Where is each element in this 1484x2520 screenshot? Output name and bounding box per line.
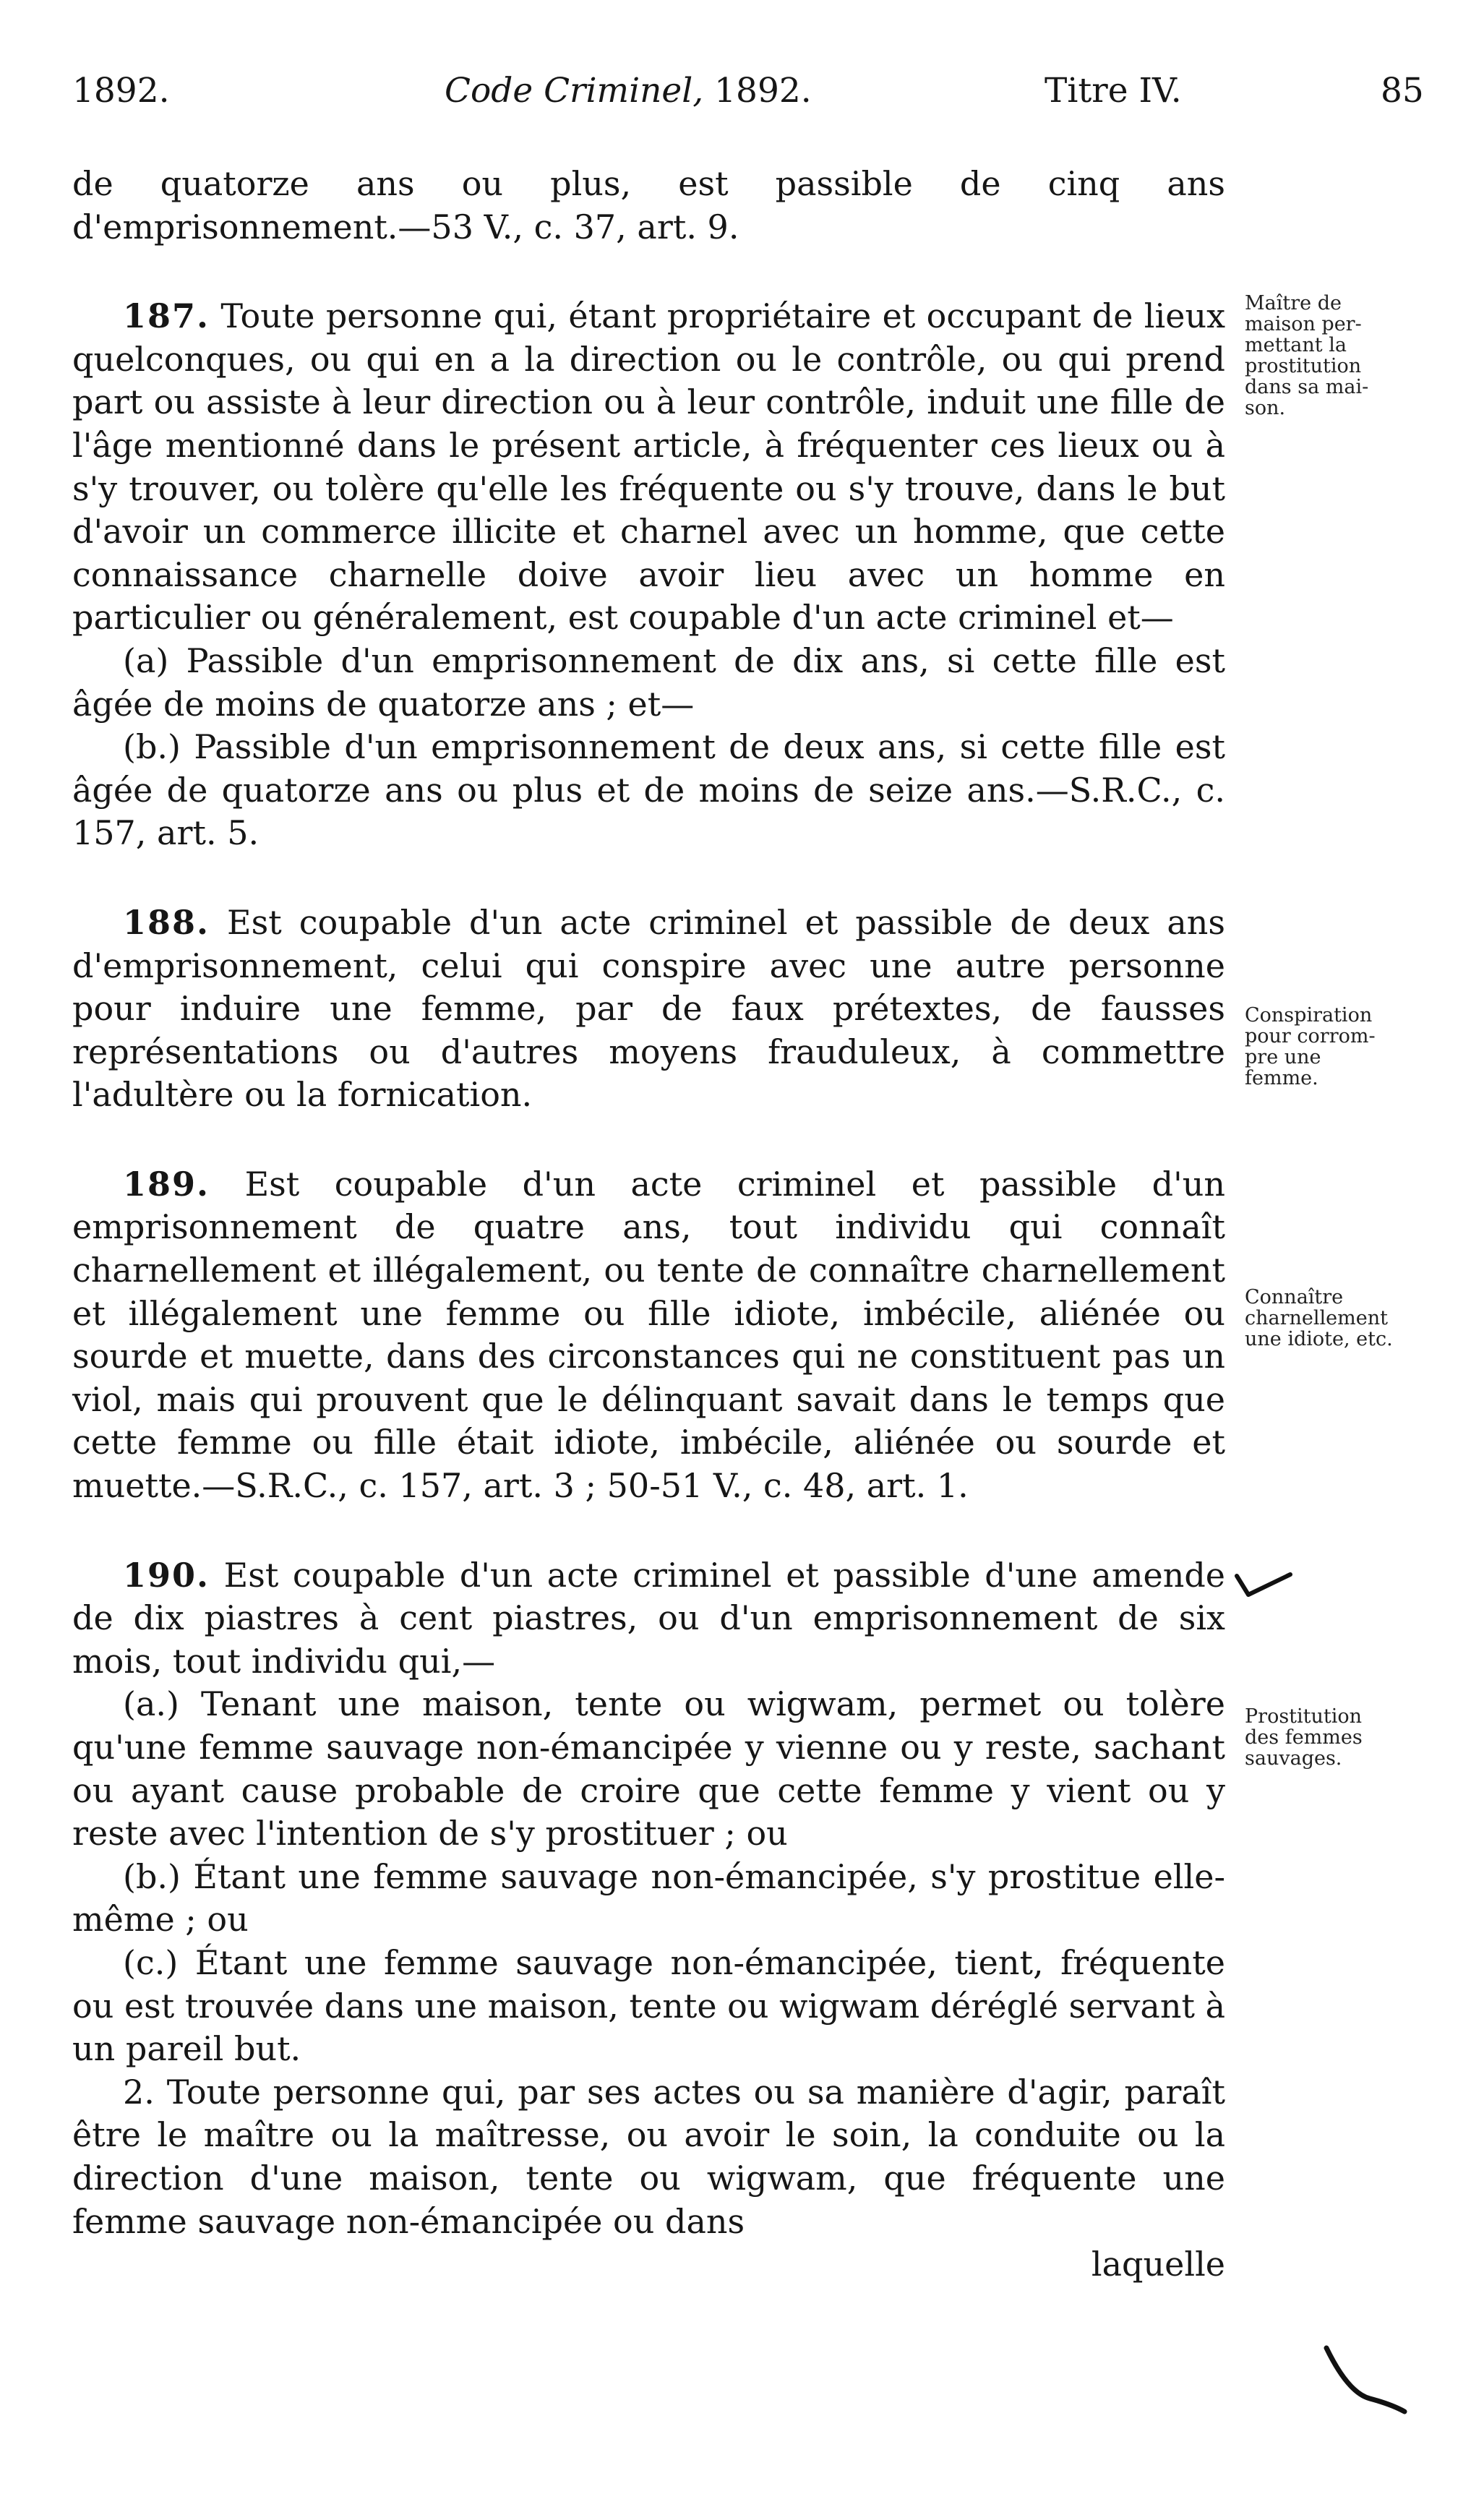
margin-note-line: une idiote, etc.: [1245, 1328, 1393, 1350]
section-188-text: Est coupable d'un acte criminel et passible de deux ans d'emprisonnement, celui qui conspire avec une autre personne pour induire une femme, par de faux prétextes, de fausses représentations ou d'autres moyens frauduleux, à commettre l'adultère ou la fornication.: [72, 902, 1225, 1115]
margin-note-line: maison per-: [1245, 313, 1362, 335]
margin-note-line: dans sa mai-: [1245, 376, 1369, 398]
margin-note-line: sauvages.: [1245, 1747, 1342, 1770]
header-titre: Titre IV.: [1045, 71, 1182, 111]
catchword: laquelle: [1091, 2245, 1225, 2284]
margin-note-line: femme.: [1245, 1067, 1318, 1089]
margin-note-188: [1245, 1005, 1454, 1089]
margin-note-187: [1245, 293, 1454, 419]
section-190-text: Est coupable d'un acte criminel et passible d'une amende de dix piastres à cent piastres, ou d'un emprisonnement de six mois, tout individu qui,—: [72, 1555, 1225, 1681]
margin-note-line: Prostitution: [1245, 1705, 1363, 1728]
section-187: [72, 295, 1225, 640]
header-title-italic: Code Criminel,: [445, 71, 704, 111]
section-190-clause-b: (b.) Étant une femme sauvage non-émancipée, s'y prostitue elle-même ; ou: [72, 1856, 1225, 1940]
margin-note-line: charnellement: [1245, 1307, 1388, 1329]
page-body: [72, 163, 1225, 2287]
margin-note-line: des femmes: [1245, 1726, 1363, 1749]
margin-note-line: Conspiration: [1245, 1004, 1373, 1027]
section-number-187: 187.: [123, 296, 210, 336]
header-year: 1892.: [72, 71, 170, 111]
margin-note-line: son.: [1245, 397, 1286, 419]
section-number-189: 189.: [123, 1164, 210, 1204]
margin-note-line: Connaître: [1245, 1286, 1344, 1308]
section-190-subsection-2: 2. Toute personne qui, par ses actes ou sa manière d'agir, paraît être le maître ou la maîtresse, ou avoir le soin, la conduite ou la direction d'une maison, tente ou wigwam, que fréquente une femme sauvage non-émancipée ou dans: [72, 2072, 1225, 2241]
section-187-clause-a: (a) Passible d'un emprisonnement de dix ans, si cette fille est âgée de moins de quatorze ans ; et—: [72, 640, 1225, 724]
section-189: [72, 1163, 1225, 1508]
margin-note-190: [1245, 1706, 1454, 1769]
margin-note-line: prostitution: [1245, 355, 1362, 377]
section-189-text: Est coupable d'un acte criminel et passible d'un emprisonnement de quatre ans, tout individu qui connaît charnellement et illégalement, ou tente de connaître charnellement et illégalement une femme ou fille idiote, imbécile, aliénée ou sourde et muette, dans des circonstances qui ne constituent pas un viol, mais qui prouvent que le délinquant savait dans le temps que cette femme ou fille était idiote, imbécile, aliénée ou sourde et muette.—S.R.C., c. 157, art. 3 ; 50-51 V., c. 48, art. 1.: [72, 1164, 1225, 1506]
check-mark: [1232, 1569, 1298, 1605]
section-190-clause-c: (c.) Étant une femme sauvage non-émancipée, tient, fréquente ou est trouvée dans une maison, tente ou wigwam déréglé servant à un pareil but.: [72, 1942, 1225, 2069]
section-187-clause-b: (b.) Passible d'un emprisonnement de deux ans, si cette fille est âgée de quatorze ans ou plus et de moins de seize ans.—S.R.C., c. 157, art. 5.: [72, 727, 1225, 853]
margin-note-line: mettant la: [1245, 334, 1347, 356]
section-188: [72, 901, 1225, 1117]
header-title: [445, 71, 812, 111]
margin-note-189: [1245, 1287, 1454, 1350]
section-number-188: 188.: [123, 902, 210, 942]
intro-paragraph: de quatorze ans ou plus, est passible de cinq ans d'emprisonnement.—53 V., c. 37, art. 9.: [72, 164, 1225, 247]
margin-note-line: Maître de: [1245, 292, 1342, 314]
header-title-year: 1892.: [703, 71, 812, 111]
section-190: [72, 1554, 1225, 1684]
section-190-clause-a: (a.) Tenant une maison, tente ou wigwam, permet ou tolère qu'une femme sauvage non-émancipée y vienne ou y reste, sachant ou ayant cause probable de croire que cette femme y vient ou y reste avec l'intention de s'y prostituer ; ou: [72, 1684, 1225, 1853]
check-mark: [1319, 2342, 1413, 2422]
page-number: 85: [1381, 71, 1424, 111]
margin-note-line: pre une: [1245, 1046, 1321, 1068]
margin-note-line: pour corrom-: [1245, 1025, 1376, 1047]
section-187-text: Toute personne qui, étant propriétaire et occupant de lieux quelconques, ou qui en a la direction ou le contrôle, ou qui prend part ou assiste à leur direction ou à leur contrôle, induit une fille de l'âge mentionné dans le présent article, à fréquenter ces lieux ou à s'y trouver, ou tolère qu'elle les fréquente ou s'y trouve, dans le but d'avoir un commerce illicite et charnel avec un homme, que cette connaissance charnelle doive avoir lieu avec un homme en particulier ou généralement, est coupable d'un acte criminel et—: [72, 296, 1226, 638]
section-number-190: 190.: [123, 1555, 210, 1595]
